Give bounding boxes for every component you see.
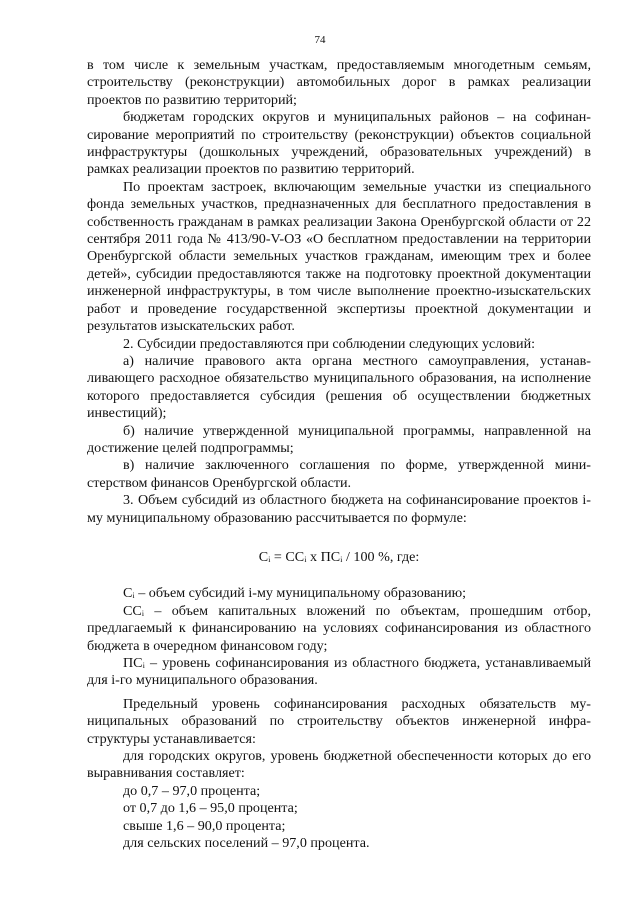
- paragraph: Предельный уровень софинансирования расходных обязательств муниципальных образований по строительству объектов инженерной инфраструктуры устанавливается:: [87, 695, 591, 747]
- paragraph: в) наличие заключенного соглашения по форме, утвержденной министерством финансов Оренбургской области.: [87, 457, 591, 491]
- definition: Cᵢ – объем субсидий i-му муниципальному образованию;: [123, 585, 467, 602]
- list-item: до 0,7 – 97,0 процента;: [123, 782, 261, 799]
- definition: СCᵢ – объем капитальных вложений по объектам, прошедшим отбор, предлагаемый к финансированию на условиях софинансирования из областного бюджета в очередном финансовом году;: [87, 602, 591, 654]
- paragraph: а) наличие правового акта органа местного самоуправления, устанавливающего расходное обязательство муниципального образования, на исполнение которого предоставляется субсидия (решения об осуществлении бюджетных инвестиций);: [87, 352, 591, 422]
- paragraph: По проектам застроек, включающим земельные участки из специального фонда земельных участков, предназначенных для бесплатного предоставления в собственность гражданам в рамках реализации Закона Оренбургской области от 22 сентября 2011 года № 413/90-V-ОЗ «О бесплатном предоставлении на территории Оренбургской области земельных участков гражданам, имеющим трех и более детей», субсидии предоставляются также на подготовку проектной документации инженерной инфраструктуры, в том числе выполнение проектно-изыскательских работ и проведение государственной экспертизы проектной документации и результатов изыскательских работ.: [87, 178, 591, 335]
- list-item: от 0,7 до 1,6 – 95,0 процента;: [123, 800, 298, 817]
- paragraph: для городских округов, уровень бюджетной обеспеченности которых до его выравнивания составляет:: [87, 748, 591, 782]
- paragraph: 3. Объем субсидий из областного бюджета на софинансирование проектов i-му муниципальному образованию рассчитывается по формуле:: [87, 492, 591, 526]
- formula: Cᵢ = СCᵢ х ПCᵢ / 100 %, где:: [258, 548, 420, 565]
- list-item: для сельских поселений – 97,0 процента.: [123, 835, 370, 852]
- paragraph: 2. Субсидии предоставляются при соблюдении следующих условий:: [123, 335, 536, 352]
- paragraph: в том числе к земельным участкам, предоставляемым многодетным семьям, строительству (реконструкции) автомобильных дорог в рамках реализации проектов по развитию территорий;: [87, 57, 591, 108]
- page-number: 74: [314, 34, 326, 46]
- paragraph: бюджетам городских округов и муниципальных районов – на софинансирование мероприятий по строительству (реконструкции) объектов социальной инфраструктуры (дошкольных учреждений, образовательных учреждений) в рамках реализации проектов по развитию территорий.: [87, 109, 591, 178]
- list-item: свыше 1,6 – 90,0 процента;: [123, 817, 286, 834]
- definition: ПCᵢ – уровень софинансирования из областного бюджета, устанавливаемый для i-го муниципального образования.: [87, 655, 591, 689]
- paragraph: б) наличие утвержденной муниципальной программы, направленной на достижение целей подпрограммы;: [87, 422, 591, 456]
- document-body: [87, 57, 591, 852]
